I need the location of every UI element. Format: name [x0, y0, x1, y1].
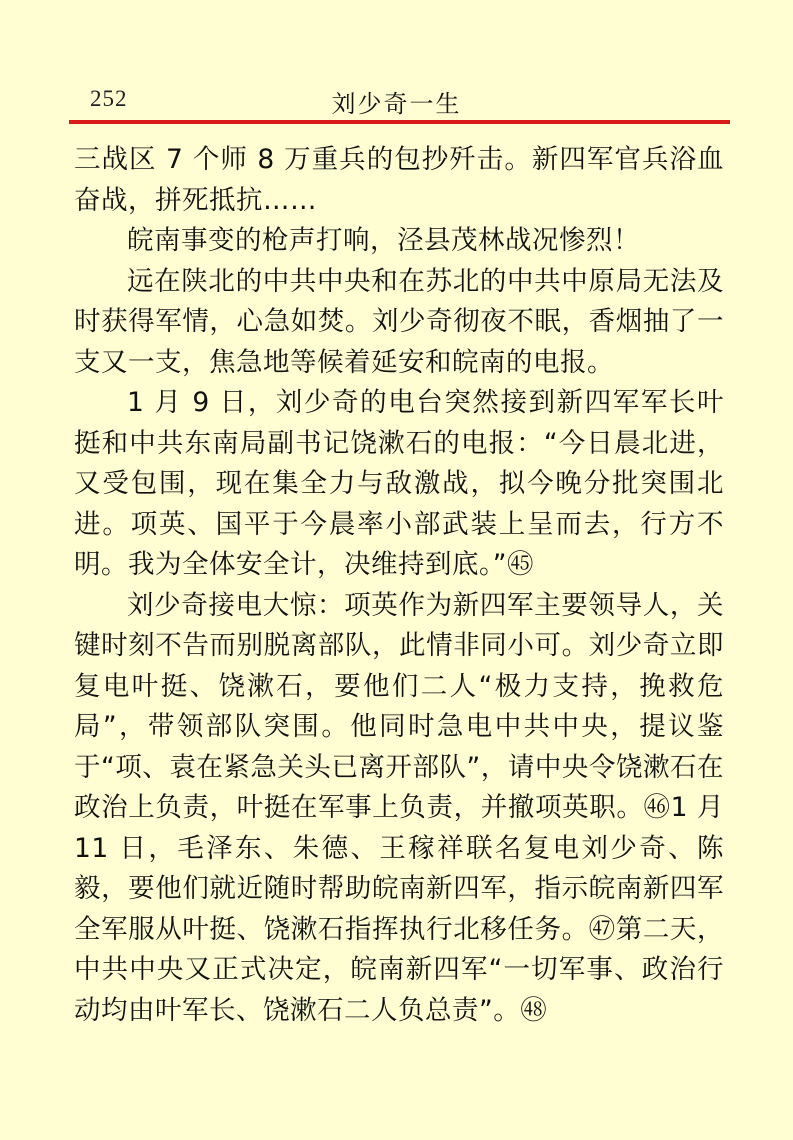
running-title: 刘少奇一生	[331, 90, 462, 118]
paragraph-2: 皖南事变的枪声打响，泾县茂林战况惨烈！	[127, 225, 640, 256]
paragraph-1: 三战区 7 个师 8 万重兵的包抄歼击。新四军官兵浴血奋战，拼死抵抗……	[74, 144, 724, 216]
paragraph-3: 远在陕北的中共中央和在苏北的中共中原局无法及时获得军情，心急如焚。刘少奇彻夜不眠，香烟抽了一支又一支，焦急地等候着延安和皖南的电报。	[74, 265, 724, 378]
paragraph-4: 1 月 9 日，刘少奇的电台突然接到新四军军长叶挺和中共东南局副书记饶漱石的电报：“今日晨北进，又受包围，现在集全力与敌激战，拟今晚分批突围北进。项英、国平于今晨率小部武装上呈而去，行方不明。我为全体安全计，决维持到底。”㊺	[74, 387, 724, 580]
body-text	[74, 140, 724, 1031]
header-rule	[69, 120, 730, 124]
page-number: 252	[90, 86, 128, 111]
paragraph-5: 刘少奇接电大惊：项英作为新四军主要领导人，关键时刻不告而别脱离部队，此情非同小可。刘少奇立即复电叶挺、饶漱石，要他们二人“极力支持，挽救危局”，带领部队突围。他同时急电中共中央，提议鉴于“项、袁在紧急关头已离开部队”，请中央令饶漱石在政治上负责，叶挺在军事上负责，并撤项英职。㊻1 月 11 日，毛泽东、朱德、王稼祥联名复电刘少奇、陈毅，要他们就近随时帮助皖南新四军，指示皖南新四军全军服从叶挺、饶漱石指挥执行北移任务。㊼第二天，中共中央又正式决定，皖南新四军“一切军事、政治行动均由叶军长、饶漱石二人负总责”。㊽	[74, 589, 724, 1026]
